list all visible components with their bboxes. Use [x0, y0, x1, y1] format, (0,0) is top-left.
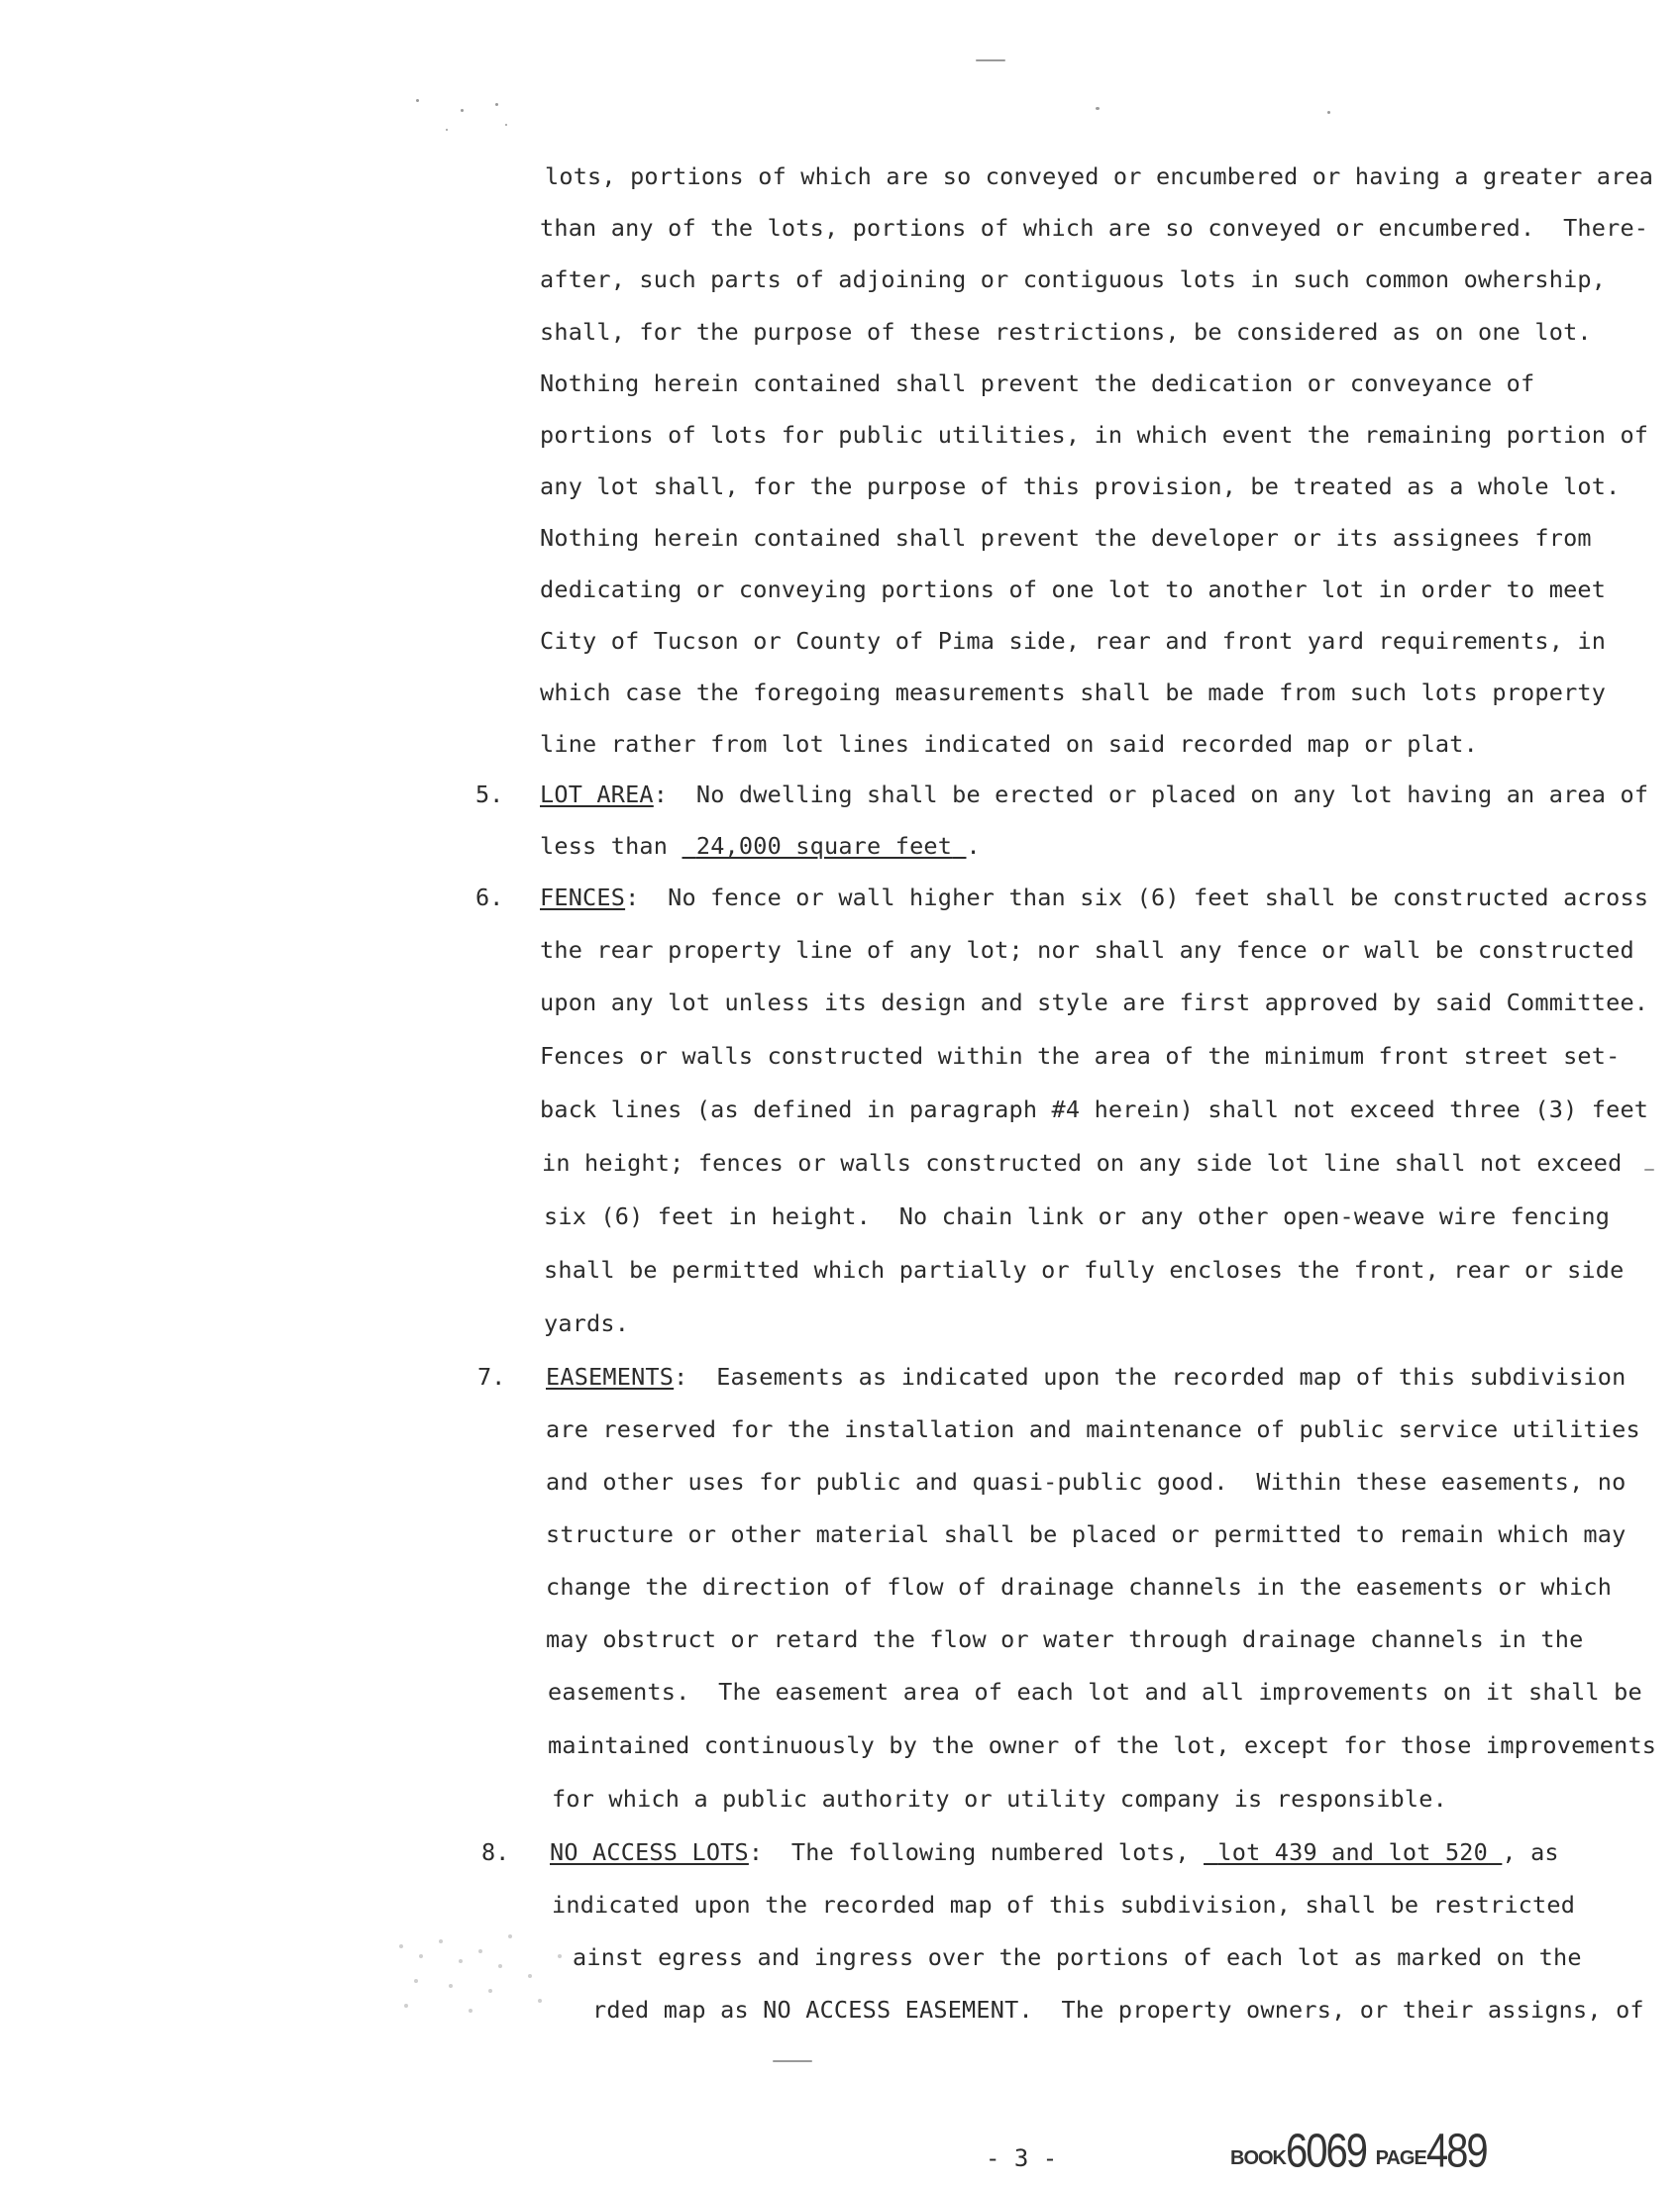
fill-text: 24,000 square feet [695, 832, 953, 860]
section-number: 8. [481, 1838, 510, 1866]
text-line: shall be permitted which partially or fully encloses the front, rear or side [544, 1256, 1625, 1284]
page-value: 489 [1425, 2125, 1487, 2178]
speck [1327, 111, 1330, 114]
speck [1096, 107, 1100, 110]
text-line: upon any lot unless its design and style are first approved by said Committee. [540, 989, 1649, 1016]
book-label: BOOK [1230, 2147, 1286, 2169]
fill-text: lot 439 and lot 520 [1217, 1838, 1489, 1866]
section-text: Easements as indicated upon the recorded map of this subdivision [716, 1363, 1627, 1391]
book-number: 6069 [1286, 2125, 1366, 2178]
section-first-line: LOT AREA: No dwelling shall be erected or placed on any lot having an area of [540, 781, 1649, 808]
text-line: Fences or walls constructed within the area of the minimum front street set- [540, 1042, 1621, 1070]
lot-area-fill-value [682, 832, 966, 860]
text-line: dedicating or conveying portions of one lot to another lot in order to meet [540, 575, 1607, 603]
speck [976, 59, 1005, 61]
text-line: which case the foregoing measurements shall be made from such lots property [540, 678, 1607, 706]
text-line: yards. [544, 1309, 630, 1337]
section-heading: FENCES [540, 884, 626, 911]
text-line: maintained continuously by the owner of the lot, except for those improvements [548, 1731, 1657, 1759]
text-line: Nothing herein contained shall prevent the dedication or conveyance of [540, 369, 1535, 397]
text-line: structure or other material shall be placed or permitted to remain which may [546, 1520, 1627, 1548]
section-number: 7. [477, 1363, 506, 1391]
text-line: any lot shall, for the purpose of this provision, be treated as a whole lot. [540, 472, 1621, 500]
section-first-line: EASEMENTS: Easements as indicated upon the recorded map of this subdivision [546, 1363, 1627, 1391]
speck [773, 2060, 812, 2062]
scan-smudge [381, 1917, 589, 2026]
text-line: for which a public authority or utility company is responsible. [552, 1785, 1447, 1813]
section-heading: LOT AREA [540, 781, 654, 808]
text-line: six (6) feet in height. No chain link or any other open-weave wire fencing [544, 1202, 1611, 1230]
text-fragment: , as [1502, 1838, 1559, 1866]
page-label: PAGE [1375, 2147, 1426, 2169]
text-line: Nothing herein contained shall prevent the developer or its assignees from [540, 524, 1592, 552]
text-line: portions of lots for public utilities, in which event the remaining portion of [540, 421, 1649, 449]
text-fragment: The following numbered lots, [790, 1838, 1205, 1866]
speck [505, 124, 507, 126]
section-number: 5. [475, 781, 504, 808]
text-fragment: less than [540, 832, 682, 860]
speck [495, 103, 498, 106]
speck [446, 129, 448, 131]
text-line: than any of the lots, portions of which are so conveyed or encumbered. There- [540, 214, 1649, 242]
text-line [540, 831, 981, 861]
lots-fill-value [1204, 1838, 1502, 1866]
section-heading: NO ACCESS LOTS [550, 1838, 749, 1866]
section-number: 6. [475, 884, 504, 911]
text-line: shall, for the purpose of these restrictions, be considered as on one lot. [540, 318, 1592, 346]
text-line: ainst egress and ingress over the portions of each lot as marked on the [573, 1943, 1582, 1971]
section-first-line: NO ACCESS LOTS: The following numbered lots, lot 439 and lot 520 , as [550, 1838, 1559, 1866]
text-line: line rather from lot lines indicated on said recorded map or plat. [540, 730, 1478, 758]
speck [416, 99, 419, 102]
speck [1644, 1169, 1654, 1171]
book-page-stamp [1230, 2125, 1487, 2178]
text-line: easements. The easement area of each lot and all improvements on it shall be [548, 1678, 1642, 1706]
speck [461, 109, 464, 112]
text-line: City of Tucson or County of Pima side, rear and front yard requirements, in [540, 627, 1607, 655]
text-line: and other uses for public and quasi-public good. Within these easements, no [546, 1468, 1627, 1496]
text-line: after, such parts of adjoining or contiguous lots in such common owhership, [540, 265, 1607, 293]
text-line: in height; fences or walls constructed on any side lot line shall not exceed [542, 1149, 1623, 1177]
text-line: are reserved for the installation and maintenance of public service utilities [546, 1415, 1640, 1443]
text-line: change the direction of flow of drainage channels in the easements or which [546, 1573, 1613, 1601]
text-line: lots, portions of which are so conveyed or encumbered or having a greater area [545, 162, 1654, 190]
text-line: may obstruct or retard the flow or water through drainage channels in the [546, 1625, 1584, 1653]
text-fragment: . [966, 832, 981, 860]
section-heading: EASEMENTS [546, 1363, 675, 1391]
text-line: rded map as NO ACCESS EASEMENT. The property owners, or their assigns, of [592, 1996, 1644, 2024]
text-line: back lines (as defined in paragraph #4 herein) shall not exceed three (3) feet [540, 1095, 1649, 1123]
text-line: the rear property line of any lot; nor shall any fence or wall be constructed [540, 936, 1634, 964]
section-text: No dwelling shall be erected or placed on any lot having an area of [695, 781, 1649, 808]
section-first-line: FENCES: No fence or wall higher than six (6) feet shall be constructed across [540, 884, 1649, 911]
page-number: - 3 - [986, 2144, 1058, 2172]
section-text: No fence or wall higher than six (6) feet shall be constructed across [668, 884, 1649, 911]
text-line: indicated upon the recorded map of this subdivision, shall be restricted [552, 1891, 1576, 1919]
